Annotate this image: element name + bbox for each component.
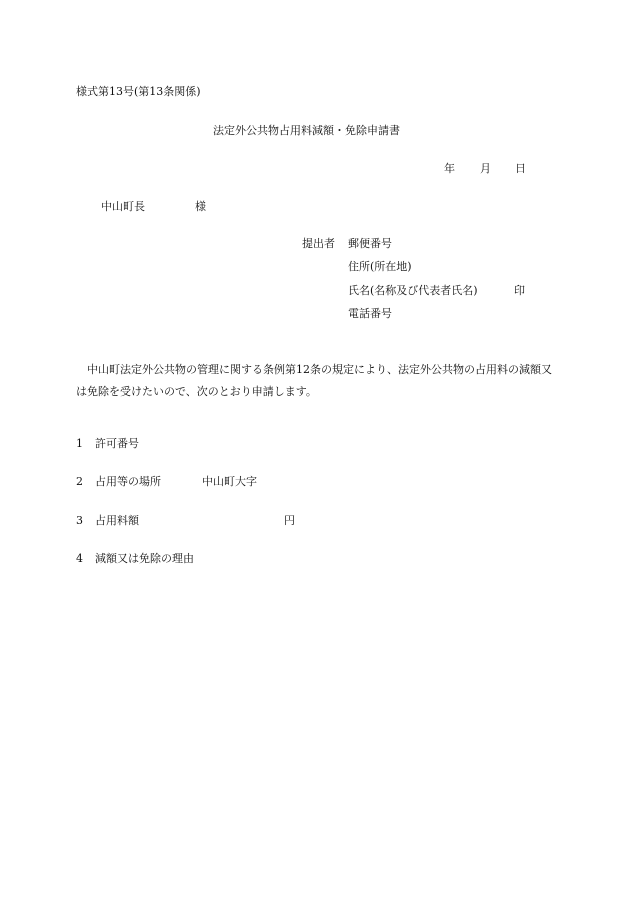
item-3-unit: 円 [284, 514, 295, 527]
item-1-label: 許可番号 [95, 437, 139, 450]
item-4-label: 減額又は免除の理由 [95, 552, 194, 565]
phone-label: 電話番号 [348, 307, 392, 320]
item-2-label: 占用等の場所 [95, 475, 161, 488]
address-label: 住所(所在地) [348, 260, 412, 273]
item-2-number: 2 [76, 475, 83, 488]
seal-mark: 印 [514, 284, 525, 297]
addressee-name: 中山町長 [101, 200, 145, 213]
item-3-label: 占用料額 [95, 514, 139, 527]
application-statement: 中山町法定外公共物の管理に関する条例第12条の規定により、法定外公共物の占用料の減額又は免除を受けたいので、次のとおり申請します。 [76, 363, 552, 398]
applicant-label: 提出者 [302, 237, 335, 250]
postal-code-label: 郵便番号 [348, 237, 392, 250]
item-4-number: 4 [76, 552, 83, 565]
item-2-value: 中山町大字 [202, 475, 257, 488]
form-number: 様式第13号(第13条関係) [76, 85, 201, 98]
document-title: 法定外公共物占用料減額・免除申請書 [213, 124, 400, 137]
date-year-label: 年 [444, 162, 455, 175]
addressee-honorific: 様 [195, 200, 206, 213]
applicant-name-label: 氏名(名称及び代表者氏名) [348, 284, 478, 297]
item-3-number: 3 [76, 514, 83, 527]
date-month-label: 月 [480, 162, 491, 175]
item-1-number: 1 [76, 437, 83, 450]
date-day-label: 日 [515, 162, 526, 175]
